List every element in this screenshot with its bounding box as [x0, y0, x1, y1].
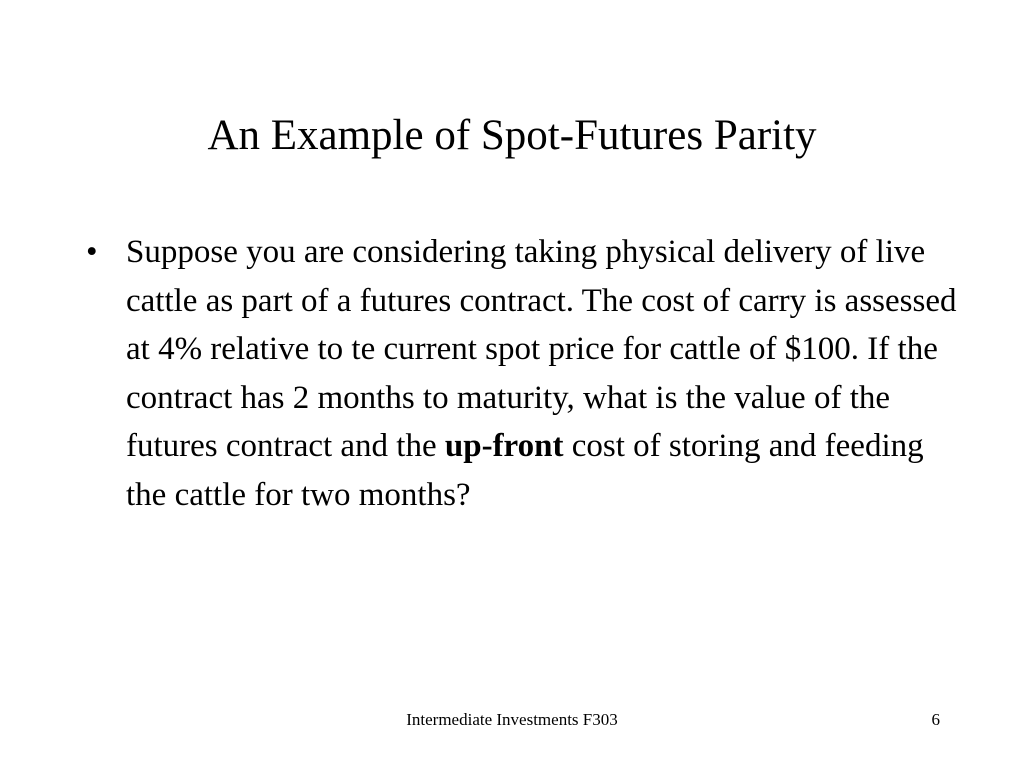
bullet-text-after: cost of storing and feeding the cattle for two months? [126, 428, 924, 513]
bullet-emphasis: up-front [444, 428, 564, 464]
bullet-text-before: Suppose you are considering taking physical delivery of live cattle as part of a futures contract. The cost of carry is assessed at 4% relative to te current spot price for cattle of $100. If the contract has 2 months to maturity, what is the value of the futures contract and the [126, 234, 957, 464]
slide-title: An Example of Spot-Futures Parity [207, 112, 817, 159]
bullet-icon: • [86, 234, 98, 270]
footer-course: Intermediate Investments F303 [406, 710, 618, 729]
page-number: 6 [931, 710, 940, 729]
bullet-list [86, 228, 966, 519]
bullet-item [86, 228, 966, 519]
